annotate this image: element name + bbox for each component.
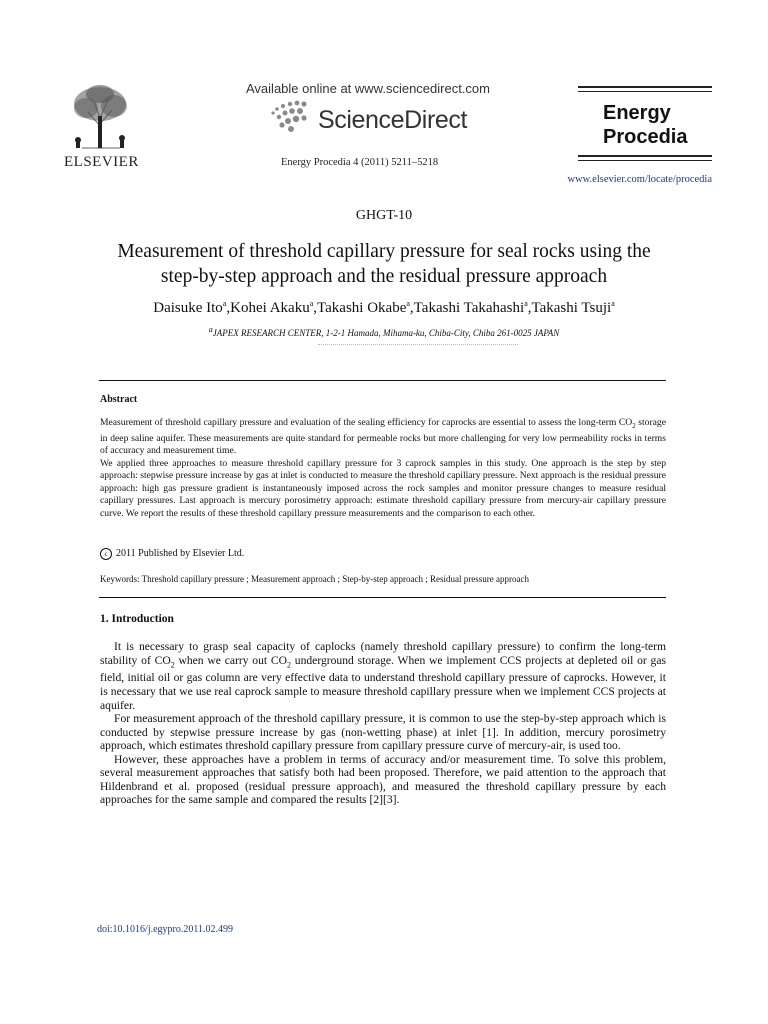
journal-title [603, 101, 687, 149]
copyright-circle-icon: c [100, 548, 112, 560]
copyright-line [100, 548, 244, 560]
author-name: Takashi Okabe [317, 300, 407, 316]
title-line-1: Measurement of threshold capillary pressure for seal rocks using the [117, 241, 651, 262]
abstract-heading: Abstract [100, 394, 138, 405]
author-list: Daisuke Ito$^a$,Kohei Akaku$^a$,Takashi Okabe$^a$,Takashi Takahashi$^a$,Takashi Tsuji$^a$ [153, 299, 615, 316]
keywords-label: Keywords: [100, 574, 140, 584]
journal-url-link[interactable]: www.elsevier.com/locate/procedia [567, 174, 712, 185]
sciencedirect-dots-logo [266, 100, 312, 134]
affiliation [0, 325, 768, 338]
author-name: Kohei Akaku [230, 300, 310, 316]
title-line-2: step-by-step approach and the residual pressure approach [160, 266, 608, 287]
body-text: It is necessary to grasp seal capacity of caplocks (namely threshold capillary pressure) to confirm the long-term stability of CO [100, 640, 666, 667]
abstract-bottom-rule [99, 597, 666, 598]
abstract-paragraph: We applied three approaches to measure threshold capillary pressure for 3 caprock samples in this study. One approach is the step by step approach: stepwise pressure increase by gas at inlet is conducted to measure the threshold capillary pressure. Next approach is the residual pressure approach: high gas pressure gradient is instantaneously imposed across the rock samples and monitor pressure changes to measure residual capillary pressures. Last approach is mercury porosimetry approach: estimate threshold capillary pressure from mercury-air capillary pressure curve. We report the results of these threshold capillary pressure measurements and the comparison to each other. [100, 457, 666, 520]
elsevier-tree-logo [62, 82, 138, 152]
introduction-body [100, 640, 666, 807]
abstract-text: Measurement of threshold capillary pressure and evaluation of the sealing efficiency for caprocks are essential to assess the long-term CO [100, 417, 633, 428]
conference-name: GHGT-10 [355, 208, 413, 223]
body-text: when we carry out CO [174, 653, 287, 667]
body-text: underground storage. When we implement CCS projects at depleted oil or gas field, initial oil or gas column are very effective data to understand threshold capillary pressure of caprocks. However, it is necessary that we use real caprock sample to measure threshold capillary pressure when we implement CCS projects at aquifer. [100, 653, 667, 712]
affiliation-mark: a [309, 299, 314, 308]
abstract-paragraph [100, 417, 666, 458]
affiliation-mark: a [222, 299, 227, 308]
paper-title [90, 239, 678, 289]
affiliation-text: JAPEX RESEARCH CENTER, 1-2-1 Hamada, Mihama-ku, Chiba-City, Chiba 261-0025 JAPAN [212, 328, 560, 338]
keywords-line [100, 574, 529, 584]
affiliation-mark: a [208, 325, 213, 334]
abstract-body [100, 417, 666, 521]
journal-title-line1: Energy [603, 102, 671, 124]
body-paragraph [100, 640, 666, 712]
abstract-text: storage in deep saline aquifer. These measurements are quite standard for permeable rocks but more challenging for very low permeability rocks in terms of accuracy and measurement time. [100, 417, 666, 457]
available-online-text: Available online at www.sciencedirect.com [246, 81, 490, 96]
doi-link[interactable]: doi:10.1016/j.egypro.2011.02.499 [97, 924, 234, 935]
abstract-top-rule [99, 380, 666, 381]
section-heading-introduction: 1. Introduction [100, 613, 174, 625]
author-name: Daisuke Ito [153, 300, 223, 316]
body-paragraph: However, these approaches have a problem in terms of accuracy and/or measurement time. To solve this problem, several measurement approaches that satisfy both had been proposed. Therefore, we paid attention to the approach that Hildenbrand et al. proposed (residual pressure approach), and measured the threshold capillary pressure by each approaches for the same sample and compared the results [2][3]. [100, 752, 666, 807]
author-name: Takashi Takahashi [413, 300, 525, 316]
publisher-name: ELSEVIER [64, 154, 139, 170]
affiliation-mark: a [611, 299, 615, 308]
affiliation-mark: a [524, 299, 528, 308]
subscript: 2 [170, 659, 175, 669]
subscript: 2 [632, 421, 636, 430]
copyright-text: 2011 Published by Elsevier Ltd. [116, 548, 245, 559]
subscript: 2 [287, 659, 291, 669]
journal-title-line2: Procedia [603, 126, 688, 148]
author-name: Takashi Tsuji [531, 300, 612, 316]
sciencedirect-wordmark: ScienceDirect [318, 106, 468, 134]
affiliation-mark: a [406, 299, 410, 308]
faint-divider [318, 344, 518, 349]
body-paragraph: For measurement approach of the threshold capillary pressure, it is common to use the step-by-step approach which is conducted by stepwise pressure increase by gas (non-wetting phase) at inlet [1]. In addition, mercury porosimetry approach, which estimates threshold capillary pressure from capillary pressure curve of mercury-air, is used too. [100, 712, 666, 753]
journal-citation: Energy Procedia 4 (2011) 5211–5218 [281, 157, 439, 168]
keywords-text: Threshold capillary pressure ; Measurement approach ; Step-by-step approach ; Residual pressure approach [141, 574, 529, 584]
